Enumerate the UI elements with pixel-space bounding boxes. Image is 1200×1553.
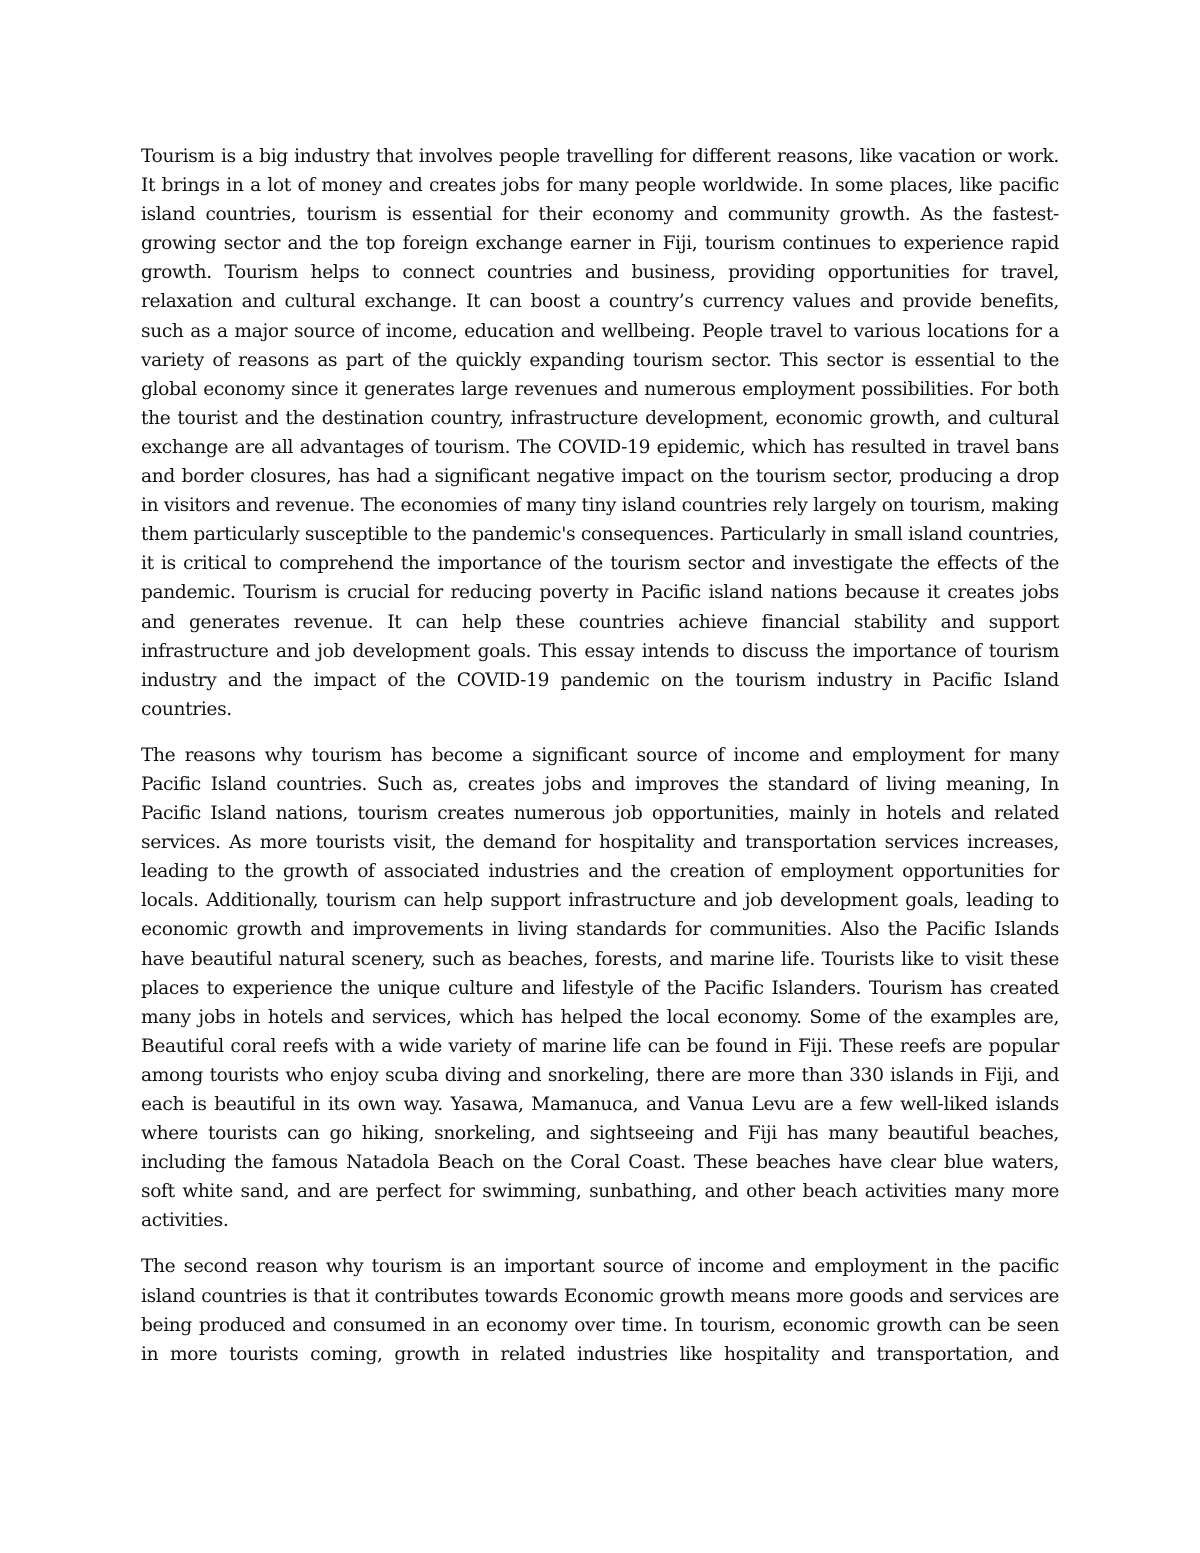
paragraph-reasons-tourism-income: The reasons why tourism has become a significant source of income and employment for many Pacific Island countries. Such as, creates jobs and improves the standard of living meaning, In Pacific Island nations, tourism creates numerous job opportunities, mainly in hotels and related services. As more tourists visit, the demand for hospitality and transportation services increases, leading to the growth of associated industries and the creation of employment opportunities for locals. Additionally, tourism can help support infrastructure and job development goals, leading to economic growth and improvements in living standards for communities. Also the Pacific Islands have beautiful natural scenery, such as beaches, forests, and marine life. Tourists like to visit these places to experience the unique culture and lifestyle of the Pacific Islanders. Tourism has created many jobs in hotels and services, which has helped the local economy. Some of the examples are, Beautiful coral reefs with a wide variety of marine life can be found in Fiji. These reefs are popular among tourists who enjoy scuba diving and snorkeling, there are more than 330 islands in Fiji, and each is beautiful in its own way. Yasawa, Mamanuca, and Vanua Levu are a few well-liked islands where tourists can go hiking, snorkeling, and sightseeing and Fiji has many beautiful beaches, including the famous Natadola Beach on the Coral Coast. These beaches have clear blue waters, soft white sand, and are perfect for swimming, sunbathing, and other beach activities many more activities. [141,744,1059,1232]
document-body [141,142,1059,1386]
paragraph-introduction: Tourism is a big industry that involves people travelling for different reasons, like vacation or work. It brings in a lot of money and creates jobs for many people worldwide. In some places, like pacific island countries, tourism is essential for their economy and community growth. As the fastest-growing sector and the top foreign exchange earner in Fiji, tourism continues to experience rapid growth. Tourism helps to connect countries and business, providing opportunities for travel, relaxation and cultural exchange. It can boost a country’s currency values and provide benefits, such as a major source of income, education and wellbeing. People travel to various locations for a variety of reasons as part of the quickly expanding tourism sector. This sector is essential to the global economy since it generates large revenues and numerous employment possibilities. For both the tourist and the destination country, infrastructure development, economic growth, and cultural exchange are all advantages of tourism. The COVID-19 epidemic, which has resulted in travel bans and border closures, has had a significant negative impact on the tourism sector, producing a drop in visitors and revenue. The economies of many tiny island countries rely largely on tourism, making them particularly susceptible to the pandemic's consequences. Particularly in small island countries, it is critical to comprehend the importance of the tourism sector and investigate the effects of the pandemic. Tourism is crucial for reducing poverty in Pacific island nations because it creates jobs and generates revenue. It can help these countries achieve financial stability and support infrastructure and job development goals. This essay intends to discuss the importance of tourism industry and the impact of the COVID-19 pandemic on the tourism industry in Pacific Island countries. [141,146,1059,720]
paragraph-economic-growth: The second reason why tourism is an important source of income and employment in the pacific island countries is that it contributes towards Economic growth means more goods and services are being produced and consumed in an economy over time. In tourism, economic growth can be seen in more tourists coming, growth in related industries like hospitality and transportation, and [141,1256,1059,1365]
